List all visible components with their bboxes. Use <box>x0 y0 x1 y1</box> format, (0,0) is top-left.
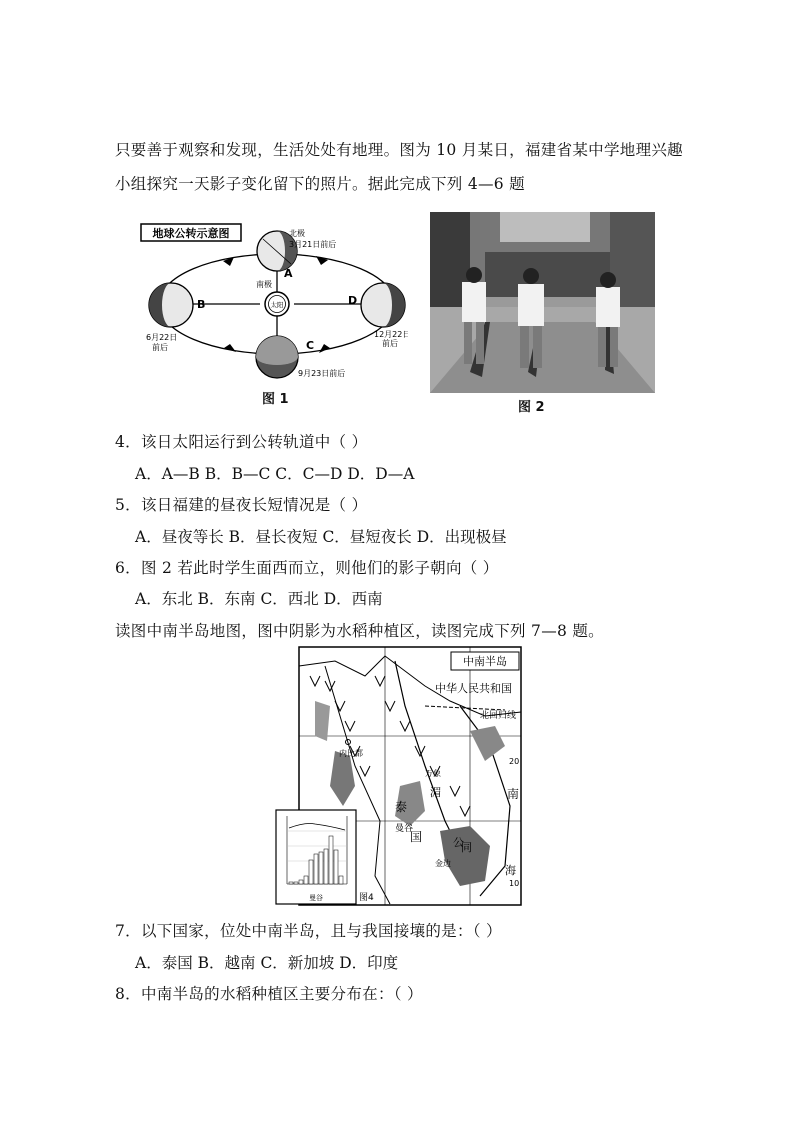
point-b: B <box>197 298 206 311</box>
bangkok-label: 曼谷 <box>395 824 414 834</box>
north-pole-label: 北极 <box>289 229 305 238</box>
indochina-map <box>275 646 522 908</box>
question-4: 4．该日太阳运行到公转轨道中（ ） <box>115 433 368 451</box>
south-pole-label: 南极 <box>256 280 272 289</box>
intro-line-2: 小组探究一天影子变化留下的照片。据此完成下列 4—6 题 <box>115 175 525 193</box>
climate-city: 曼谷 <box>309 894 323 902</box>
date-c: 9月23日前后 <box>298 369 346 378</box>
shadow-photo <box>430 212 655 393</box>
figure1-caption: 图 1 <box>262 392 289 407</box>
map-title: 中南半岛 <box>463 655 507 668</box>
phnompenh-label: 金边 <box>435 859 451 868</box>
date-b-1: 6月22日 <box>146 333 178 342</box>
date-b-2: 前后 <box>152 343 168 352</box>
point-a: A <box>284 267 293 280</box>
map-caption: 图4 <box>359 893 374 903</box>
nan-label: 南 <box>507 787 520 801</box>
question-5-options: A．昼夜等长 B．昼长夜短 C．昼短夜长 D．出现极昼 <box>135 528 507 546</box>
question-7: 7．以下国家，位处中南半岛，且与我国接壤的是：（ ） <box>115 922 502 940</box>
gong-label: 公 <box>453 836 464 849</box>
question-6: 6．图 2 若此时学生面西而立，则他们的影子朝向（ ） <box>115 559 499 577</box>
lat-20: 20 <box>509 757 520 766</box>
laos-label: 湄 <box>430 786 441 799</box>
date-a: 3月21日前后 <box>289 240 337 249</box>
intro-line-1: 只要善于观察和发现，生活处处有地理。图为 10 月某日，福建省某中学地理兴趣 <box>115 141 683 159</box>
tropic-label: 北回归线 <box>480 711 517 721</box>
question-7-options: A．泰国 B．越南 C．新加坡 D．印度 <box>135 954 399 972</box>
thailand-label-1: 泰 <box>395 800 408 814</box>
figure2-caption: 图 2 <box>518 400 545 415</box>
sun-label: 太阳 <box>270 301 284 309</box>
thailand-label-2: 国 <box>410 830 423 844</box>
question-6-options: A．东北 B．东南 C．西北 D．西南 <box>135 590 383 608</box>
map-intro: 读图中南半岛地图，图中阴影为水稻种植区，读图完成下列 7—8 题。 <box>115 622 604 640</box>
tong-label: 同 <box>461 841 472 854</box>
orbit-title: 地球公转示意图 <box>152 227 230 240</box>
date-d-2: 前后 <box>382 339 398 348</box>
hai-label: 海 <box>505 864 516 877</box>
question-8: 8．中南半岛的水稻种植区主要分布在：（ ） <box>115 985 423 1003</box>
point-d: D <box>348 294 358 307</box>
date-d-1: 12月22日 <box>374 330 408 339</box>
china-label: 中华人民共和国 <box>435 682 512 695</box>
lat-10: 10 <box>509 879 520 888</box>
orbit-diagram <box>138 214 408 384</box>
question-4-options: A．A—B B．B—C C．C—D D．D—A <box>135 465 415 483</box>
point-c: C <box>306 339 315 352</box>
question-5: 5．该日福建的昼夜长短情况是（ ） <box>115 496 368 514</box>
naypyidaw-label: 内比都 <box>339 749 363 758</box>
vientiane-label: 万象 <box>425 769 441 778</box>
